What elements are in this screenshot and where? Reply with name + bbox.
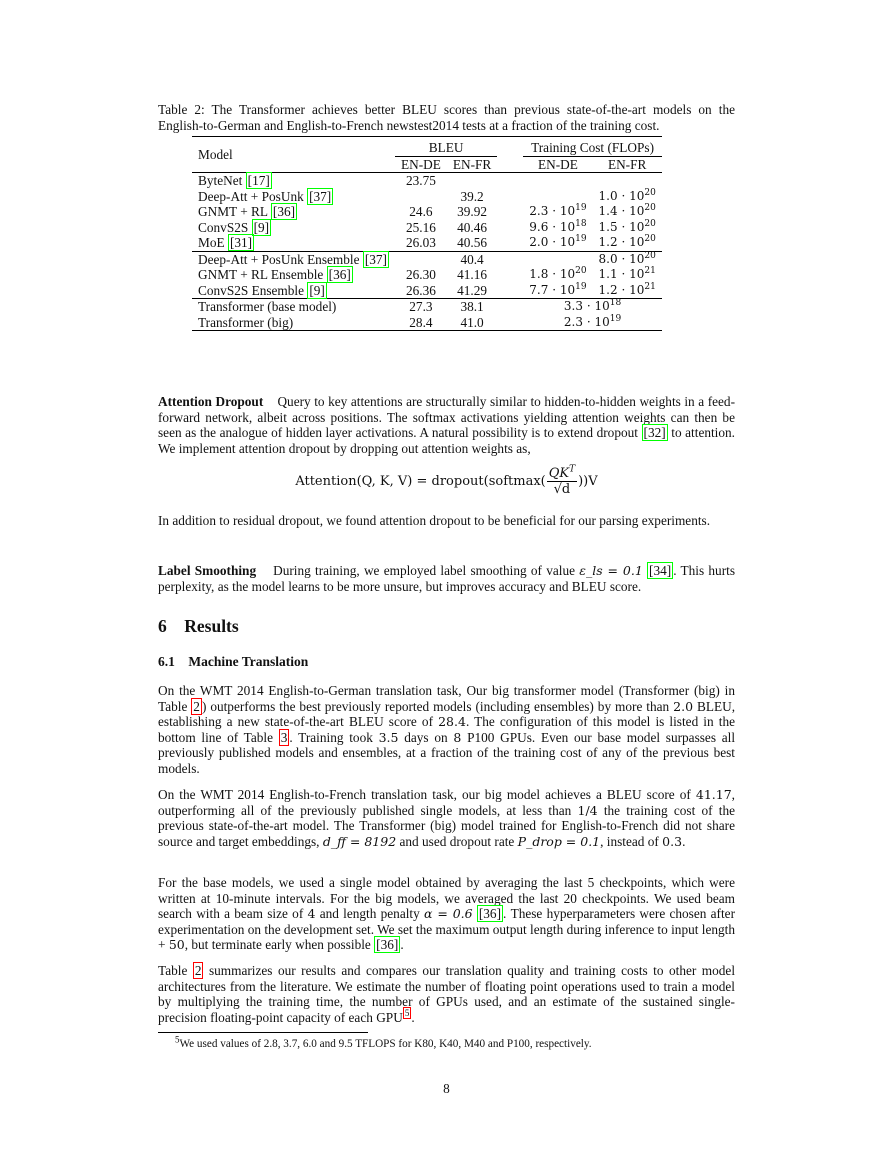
para-text: On the WMT 2014 English-to-French translation task, our big model achieves a BLEU score of [158, 787, 691, 802]
para-text: For the base models, we used a single model obtained by averaging the last 5 checkpoints, which were written at 10-minute intervals. For the big models, we averaged the last 20 checkpoints. We used beam search with a beam size of [158, 875, 735, 922]
para-text: summarizes our results and compares our translation quality and training costs to other model architectures from the literature. We estimate the number of floating point operations used to train a model by multiplying the training time, the number of GPUs used, and an estimate of the sustained single-precision floating-point capacity of each GPU [158, 963, 736, 1025]
table-body [192, 173, 662, 331]
label-smoothing-text-1: During training, we employed label smoothing of value [273, 563, 575, 578]
label-smoothing-heading: Label Smoothing [158, 563, 257, 578]
bleu-ende-cell: 26.30 [405, 267, 436, 282]
model-name: MoE [198, 235, 225, 250]
table-row [192, 204, 662, 220]
section-number: 6 [158, 616, 167, 636]
page-number: 8 [443, 1081, 450, 1096]
model-name: Deep-Att + PosUnk Ensemble [198, 251, 360, 267]
cost-ende-cell: $1.8 \cdot 10^{20}$ [529, 266, 587, 281]
bleu-enfr-cell: 39.2 [460, 188, 484, 204]
column-gap [497, 299, 523, 315]
inline-math: 28.4 [438, 714, 466, 730]
column-gap [497, 283, 523, 299]
after-equation-paragraph: In addition to residual dropout, we found attention dropout to be beneficial for our parsing experiments. [158, 513, 711, 528]
cost-ende-cell: $7.7 \cdot 10^{19}$ [529, 281, 587, 297]
model-name-cell [192, 189, 395, 205]
subheader-cost-enfr: EN-FR [593, 156, 662, 173]
table-ref-link[interactable]: 3 [280, 729, 288, 745]
cost-ende-cell [523, 173, 592, 189]
para-text: . Training took [289, 729, 373, 745]
para-text: . [411, 1009, 415, 1025]
model-name: ByteNet [198, 173, 243, 188]
table-row [192, 267, 662, 283]
para-text: days on [404, 729, 448, 745]
results-paragraph-3 [158, 875, 735, 953]
table-ref-link[interactable]: 2 [194, 963, 202, 978]
equation-fraction [547, 466, 577, 497]
column-gap [497, 204, 523, 220]
model-name: ConvS2S Ensemble [198, 282, 305, 298]
cost-merged-cell: $2.3 \cdot 10^{19}$ [563, 313, 622, 329]
results-paragraph-2 [158, 787, 735, 849]
footnote-mark-link[interactable]: 5 [404, 1008, 410, 1019]
citation-link[interactable]: [36] [328, 267, 351, 282]
para-text: . [682, 833, 686, 849]
attention-dropout-heading: Attention Dropout [158, 394, 264, 409]
para-text: , but terminate early when possible [184, 937, 371, 953]
model-name-cell [192, 267, 395, 283]
para-text: . The configuration of this model is listed in the bottom line of Table [158, 714, 735, 745]
model-name-cell [192, 315, 395, 331]
subsection-title: Machine Translation [188, 654, 309, 669]
column-gap [497, 251, 523, 267]
citation-link[interactable]: [32] [643, 425, 666, 441]
header-model: Model [198, 146, 233, 162]
para-text: BLEU, establishing a new state-of-the-art BLEU score of [158, 698, 736, 730]
table-row [192, 173, 662, 189]
table-caption: Table 2: The Transformer achieves better BLEU scores than previous state-of-the-art models on the English-to-German and English-to-French newstest2014 tests at a fraction of the training cost. [158, 102, 735, 133]
inline-math: 1/4 [577, 802, 598, 818]
para-text: . [400, 937, 404, 953]
cost-enfr-cell: $1.0 \cdot 10^{20}$ [598, 187, 656, 203]
cost-ende-cell: $9.6 \cdot 10^{18}$ [529, 218, 587, 234]
citation-link[interactable]: [34] [649, 563, 672, 578]
model-name-cell [192, 235, 395, 251]
bleu-enfr-cell: 38.1 [460, 299, 484, 314]
model-name-cell [192, 251, 395, 267]
column-gap [497, 235, 523, 251]
citation-link[interactable]: [9] [309, 282, 325, 298]
label-smoothing-math: ε_ls = 0.1 [579, 563, 643, 578]
label-smoothing-text-2: . This hurts perplexity, as the model learns to be more unsure, but improves accuracy and BLEU score. [158, 563, 736, 594]
inline-math: 50 [168, 937, 185, 953]
cost-enfr-cell: $1.5 \cdot 10^{20}$ [598, 218, 656, 234]
model-name: Deep-Att + PosUnk [198, 188, 304, 204]
table-ref-link[interactable]: 2 [193, 698, 200, 714]
citation-link[interactable]: [37] [364, 251, 387, 267]
footnote-text: We used values of 2.8, 3.7, 6.0 and 9.5 TFLOPS for K80, K40, M40 and P100, respectively. [179, 1038, 592, 1050]
para-text: On the WMT 2014 English-to-German translation task, Our big transformer model (Transformer (big) in Table [158, 683, 735, 714]
header-bleu: BLEU [428, 140, 464, 155]
attention-dropout-paragraph [158, 394, 735, 456]
footnote-rule [158, 1032, 368, 1033]
bleu-ende-cell: 25.16 [405, 219, 436, 235]
bleu-ende-cell: 26.03 [405, 235, 436, 250]
section-title: Results [184, 616, 239, 636]
citation-link[interactable]: [36] [478, 906, 502, 922]
bleu-enfr-cell: 39.92 [457, 204, 488, 219]
column-gap [497, 189, 523, 205]
citation-link[interactable]: [36] [376, 937, 399, 953]
bleu-ende-cell [395, 189, 447, 205]
para-text: the training cost of the previous state-of-the-art model. The Transformer (big) model trained for English-to-French did not share source and target embeddings, [158, 802, 736, 849]
bleu-enfr-cell: 41.16 [457, 267, 488, 282]
equation-numerator-sup: T [569, 464, 576, 475]
cost-merged-cell: $3.3 \cdot 10^{18}$ [563, 298, 622, 313]
cost-ende-cell: $2.3 \cdot 10^{19}$ [529, 203, 587, 218]
cost-ende-cell: $2.0 \cdot 10^{19}$ [529, 234, 587, 249]
cost-enfr-cell: $1.2 \cdot 10^{21}$ [598, 281, 656, 297]
results-table [192, 136, 662, 331]
column-gap [497, 315, 523, 331]
results-paragraph-4 [158, 963, 735, 1025]
bleu-ende-cell [395, 251, 447, 267]
model-name-cell [192, 299, 395, 315]
para-text: P100 GPUs. Even our base model surpasses all previously published models and ensembles, at a fraction of the training cost of any of the previous best models. [158, 729, 736, 776]
para-text: and used dropout rate [399, 833, 515, 849]
table-row [192, 189, 662, 205]
model-name-cell [192, 173, 395, 189]
equation-denominator: √d [553, 482, 571, 497]
inline-math: 8 [453, 729, 462, 745]
bleu-enfr-cell [447, 173, 497, 189]
inline-math: 2.0 [673, 698, 694, 714]
inline-math: P_drop = 0.1 [517, 833, 601, 849]
para-text: , instead of [600, 833, 659, 849]
bleu-enfr-cell: 40.4 [460, 251, 484, 267]
attention-dropout-equation [0, 466, 893, 506]
bleu-ende-cell: 24.6 [409, 204, 433, 219]
bleu-ende-cell: 27.3 [409, 299, 433, 314]
para-text: ) outperforms the best previously reported models (including ensembles) by more than [201, 698, 670, 714]
model-name: Transformer (big) [198, 314, 294, 330]
para-text: . These hyperparameters were chosen after experimentation on the development set. We set the maximum output length during inference to input length + [158, 906, 736, 953]
attention-dropout-text-2: to attention. We implement attention dropout by dropping out attention weights as, [158, 425, 735, 456]
equation-rhs: ))V [578, 474, 598, 489]
table-row [192, 251, 662, 267]
footnote-mark: 5 [175, 1034, 180, 1045]
cost-enfr-cell [593, 173, 662, 189]
citation-link[interactable]: [37] [309, 188, 332, 204]
results-paragraph-1 [158, 683, 735, 777]
inline-math: 4 [307, 906, 316, 922]
inline-math: 0.3 [662, 833, 683, 849]
subheader-bleu-ende: EN-DE [395, 156, 447, 173]
cost-enfr-cell: $1.1 \cdot 10^{21}$ [598, 266, 656, 281]
subheader-cost-ende: EN-DE [523, 156, 592, 173]
model-name: Transformer (base model) [198, 299, 337, 314]
cost-enfr-cell: $1.2 \cdot 10^{20}$ [598, 234, 656, 249]
column-gap [497, 220, 523, 236]
inline-math: d_ff = 8192 [322, 833, 397, 849]
model-name-cell [192, 204, 395, 220]
citation-link[interactable]: [9] [253, 219, 270, 235]
bleu-enfr-cell: 40.56 [457, 235, 488, 250]
citation-link[interactable]: [31] [229, 235, 253, 250]
inline-math: 41.17 [695, 787, 732, 802]
column-gap [497, 267, 523, 283]
equation-numerator: QK [548, 466, 570, 481]
bleu-ende-cell: 23.75 [405, 173, 436, 188]
inline-math: α = 0.6 [424, 906, 473, 922]
bleu-enfr-cell: 41.0 [460, 314, 484, 330]
subsection-number: 6.1 [158, 654, 175, 669]
citation-link[interactable]: [17] [247, 173, 270, 188]
para-text: Table [158, 963, 188, 978]
table-row [192, 283, 662, 299]
subheader-bleu-enfr: EN-FR [447, 156, 497, 173]
table-row [192, 220, 662, 236]
bleu-enfr-cell: 40.46 [457, 219, 488, 235]
para-text: , outperforming all of the previously published single models, at less than [158, 787, 735, 818]
model-name: ConvS2S [198, 219, 249, 235]
label-smoothing-paragraph [158, 563, 735, 594]
model-name: GNMT + RL Ensemble [198, 267, 324, 282]
model-name-cell [192, 283, 395, 299]
cost-enfr-cell: $1.4 \cdot 10^{20}$ [598, 203, 656, 218]
table-row [192, 299, 662, 315]
bleu-ende-cell: 26.36 [405, 282, 436, 298]
header-cost: Training Cost (FLOPs) [531, 140, 654, 155]
subsection-heading [158, 654, 308, 670]
bleu-ende-cell: 28.4 [409, 314, 433, 330]
citation-link[interactable]: [36] [272, 204, 296, 219]
cost-ende-cell [523, 189, 592, 205]
attention-dropout-text-1: Query to key attentions are structurally similar to hidden-to-hidden weights in a feed-forward network, albeit across positions. The softmax activations yielding attention weights can then be seen as the analogue of hidden layer activations. A natural possibility is to extend dropout [158, 394, 736, 441]
model-name-cell [192, 220, 395, 236]
bleu-enfr-cell: 41.29 [457, 282, 488, 298]
table-row [192, 315, 662, 331]
equation-lhs: Attention(Q, K, V) = dropout(softmax( [295, 474, 546, 489]
cost-enfr-cell: $8.0 \cdot 10^{20}$ [598, 250, 656, 266]
section-heading [158, 616, 239, 637]
table-row [192, 235, 662, 251]
inline-math: 3.5 [378, 729, 399, 745]
cost-ende-cell [523, 251, 592, 267]
column-gap [497, 173, 523, 189]
para-text: and length penalty [319, 906, 420, 922]
footnote [175, 1034, 592, 1050]
model-name: GNMT + RL [198, 204, 268, 219]
